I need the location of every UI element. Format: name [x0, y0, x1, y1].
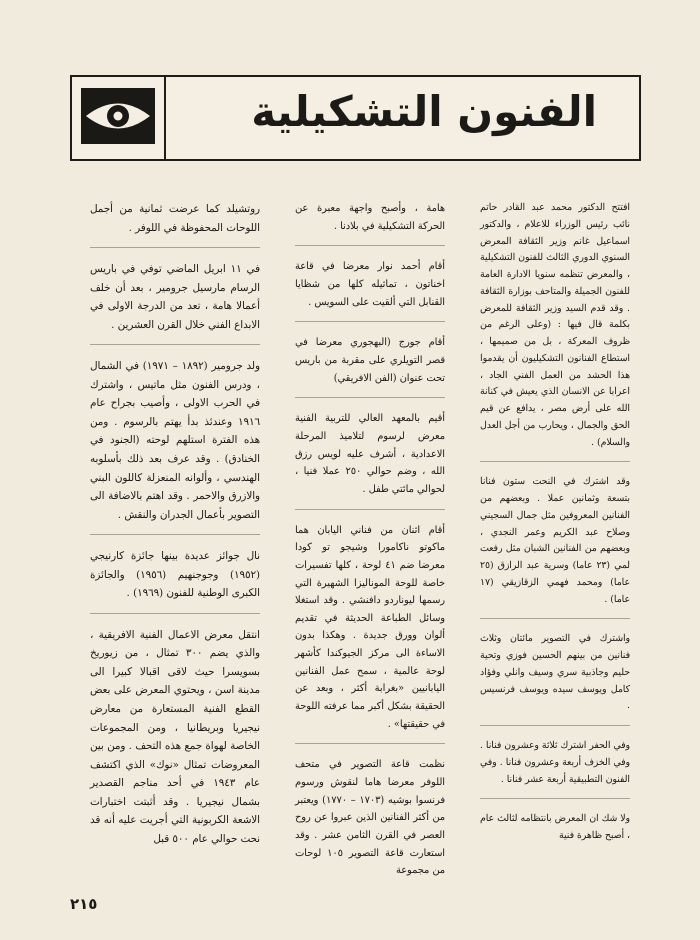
article-paragraph: أقام أحمد نوار معرضا في قاعة اخناتون ، تماثيله كلها من شظايا القنابل التي ألقيت على السويس . — [295, 261, 445, 308]
paragraph-divider — [480, 618, 630, 619]
section-header — [70, 75, 641, 161]
eye-logo-box — [72, 77, 166, 159]
paragraph-divider — [90, 534, 260, 535]
article-paragraph: ولا شك ان المعرض بانتظامه لثالث عام ، أصبح ظاهرة فنية — [480, 813, 630, 841]
page-number: ٢١٥ — [70, 895, 98, 913]
article-paragraph: أقام اثنان من فناني اليابان هما ماكوتو ناكامورا وشيجو تو كودا معرضا ضم ٤١ لوحة ، كلها تفسيرات خاصة للوحة الموناليزا الشهيرة التي رسمها ليوناردو دافنشي . وقد استغلا وسائل الطباعة الحديثة في تقديم ألوان وورق جديدة . وهكذا بدون الاساءة الى مركز الجيوكندا كأشهر لوحة عالمية ، سمح عمل الفنانين اليابانيين «بغرابة أكثر ، وبعد عن الحقيقة بشكل أكبر مما عرفته اللوحة في حقيقتها» . — [295, 524, 445, 730]
paragraph-divider — [480, 798, 630, 799]
paragraph-divider — [90, 613, 260, 614]
article-paragraph: أقيم بالمعهد العالي للتربية الفنية معرض لرسوم لتلاميذ المرحلة الاعدادية ، أشرف عليه لويس رزق الله ، وضم حوالي ٢٥٠ عملا فنيا ، لحوالي مائتي طفل . — [295, 413, 445, 495]
article-paragraph: افتتح الدكتور محمد عبد القادر حاتم نائب رئيس الوزراء للاعلام ، والدكتور اسماعيل غانم وزير الثقافة المعرض السنوي الدوري الثالث للفنون التشكيلية ، والمعرض تنظمه سنويا الادارة العامة للفنون الجميلة والمتاحف بوزارة الثقافة . وقد قدم السيد وزير الثقافة للمعرض بكلمة قال فيها : (وعلى الرغم من ظروف المعركة ، بل من صميمها ، استطاع الفنانون التشكيليون أن يقدموا هذا الحشد من العمل الفني الجاد ، اعرابا عن الانسان الذي يعيش في كنانة الله على أرض مصر ، يدافع عن قيم الحق والجمال ، ويحارب من أجل العدل والسلام) . — [480, 202, 630, 448]
paragraph-divider — [295, 397, 445, 398]
paragraph-divider — [295, 509, 445, 510]
article-paragraph: ولد جرومير (١٨٩٢ – ١٩٧١) في الشمال ، ودرس الفنون مثل ماتيس ، واشترك في الحرب الاولى ، وأصيب بجراح عام ١٩١٦ وعندئذ بدأ يهتم بالرسوم . ومن هذه الفترة استلهم لوحته (الجنود في الخنادق) . وقد عرف بعد ذلك بأسلوبه الهندسي ، وألوانه المنعزلة كاللون البني والازرق والاحمر . وقد اهتم بالاضافة الى التصوير بأعمال الجدران والنقش . — [90, 360, 260, 521]
paragraph-divider — [295, 245, 445, 246]
article-paragraph: نال جوائز عديدة بينها جائزة كارنيجي (١٩٥٢) وجوجنهيم (١٩٥٦) والجائزة الكبرى الوطنية للفنون (١٩٦٩) . — [90, 550, 260, 600]
paragraph-divider — [295, 321, 445, 322]
article-paragraph: هامة ، وأصبح واجهة معبرة عن الحركة التشكيلية في بلادنا . — [295, 203, 445, 232]
paragraph-divider — [480, 461, 630, 462]
article-paragraph: وقد اشترك في النحت ستون فنانا بتسعة وثمانين عملا . وبعضهم من الفنانين المعروفين مثل جمال السجيني وصلاح عبد الكريم وعمر النجدي ، وبعضهم من الفنانين الشبان مثل رفعت لمي (٢٣ عاما) وسرية عبد الرازق (٢٥ عاما) ومحمد فهمي الزقازيقي (١٧ عاما) . — [480, 476, 630, 605]
article-paragraph: نظمت قاعة التصوير في متحف اللوفر معرضا هاما لنقوش ورسوم فرنسوا بوشيه (١٧٠٣ – ١٧٧٠) ويعتبر من أكثر الفنانين الذين عبروا عن روح العصر في القرن الثامن عشر . وقد استعارت قاعة التصوير ١٠٥ لوحات من مجموعة — [295, 759, 446, 877]
paragraph-divider — [480, 725, 630, 726]
text-column-2 — [295, 200, 445, 880]
article-paragraph: روتشيلد كما عرضت ثمانية من أجمل اللوحات المحفوظة في اللوفر . — [90, 203, 260, 234]
text-column-3 — [90, 200, 260, 848]
paragraph-divider — [295, 743, 445, 744]
eye-icon — [81, 88, 155, 148]
article-paragraph: انتقل معرض الاعمال الفنية الافريقية ، والذي يضم ٣٠٠ تمثال ، من زيوريخ بسويسرا حيث لاقى اقبالا كبيرا الى مدينة اسن ، ويحتوي المعرض على بعض القطع الفنية المستعارة من معارض نيجيريا وبريطانيا ، ومن المجموعات الخاصة لهواة جمع هذه التحف . ومن بين المعروضات تمثال «نوك» الذي اكتشف عام ١٩٤٣ في أحد مناجم القصدير بشمال نيجيريا . وقد أثبتت اختبارات الاشعة الكربونية التي أجريت عليه أنه قد نحت حوالي عام ٥٠٠ قبل — [90, 628, 260, 845]
text-column-1 — [480, 200, 630, 845]
paragraph-divider — [90, 247, 260, 248]
article-paragraph: أقام جورج (البهجوري معرضا في قصر التويلري على مقربة من باريس تحت عنوان (الفن الافريقي) — [295, 337, 445, 384]
article-paragraph: وفي الحفر اشترك ثلاثة وعشرون فنانا . وفي الخزف أربعة وعشرون فنانا . وفي الفنون التطبيقية أربعة عشر فنانا . — [480, 740, 630, 785]
article-paragraph: في ١١ ابريل الماضي توفي في باريس الرسام مارسيل جرومير ، بعد أن خلف أعمالا هامة ، تعد من الدرجة الاولى في الابداع الفني خلال القرن العشرين . — [90, 263, 261, 331]
article-paragraph: واشترك في التصوير مائتان وثلاث فنانين من بينهم الحسين فوزي وتحية حليم وجاذبية سري وسيف وانلي وفؤاد كامل ويوسف سيده ويوسف فرنسيس . — [480, 633, 630, 712]
paragraph-divider — [90, 344, 260, 345]
section-title: الفنون التشكيلية — [251, 87, 597, 136]
